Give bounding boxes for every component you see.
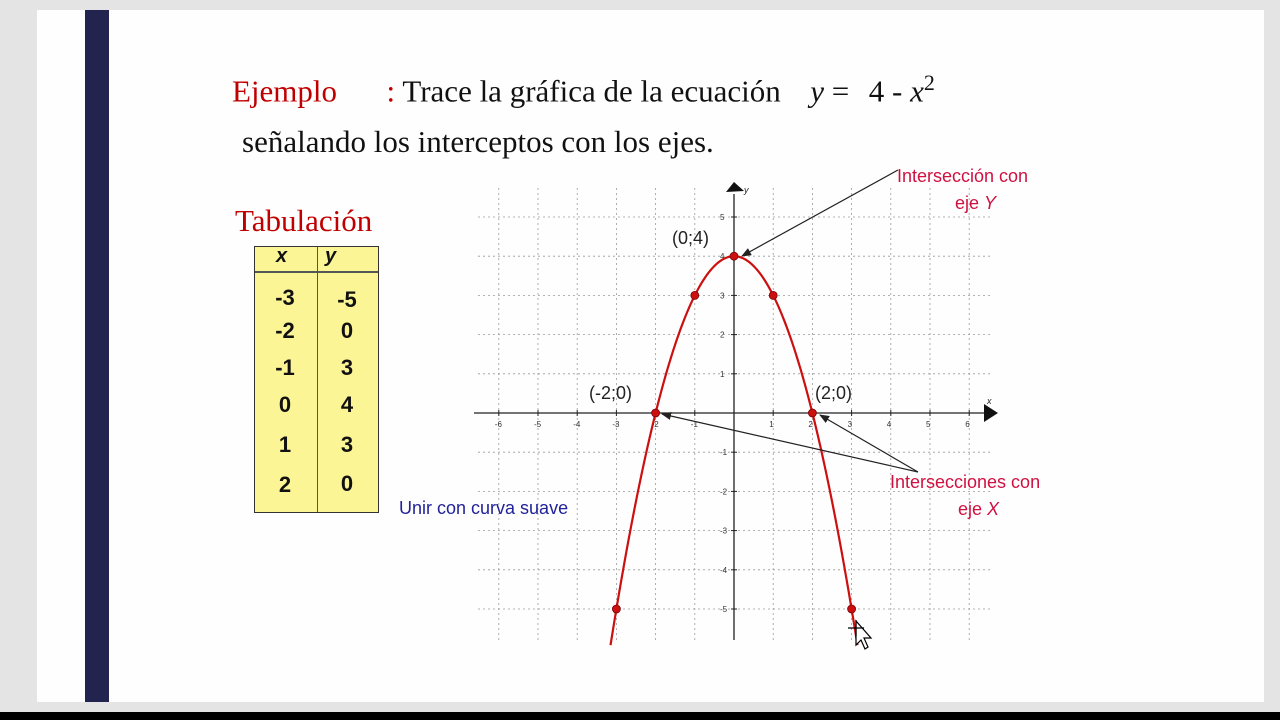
y-intercept-annotation-eje: eje (955, 193, 980, 213)
y-axis-label: y (744, 185, 749, 195)
y-intercept-annotation-axis: Y (984, 193, 997, 213)
table-cell: 0 (340, 318, 354, 343)
x-intercepts-annotation-axis: X (987, 499, 1000, 519)
table-cell: 3 (340, 355, 354, 380)
data-point (652, 409, 660, 417)
x-tick-label: 3 (847, 420, 853, 429)
table-cell: -1 (275, 355, 295, 380)
table-cell: 3 (340, 432, 354, 457)
x-tick-label: -2 (651, 420, 659, 429)
axes (474, 182, 998, 640)
table-header-x: x (276, 245, 288, 267)
x-tick-label: -6 (494, 420, 502, 429)
x-tick-label: -4 (573, 420, 581, 429)
y-tick-label: 3 (720, 291, 725, 301)
table-header-y: y (325, 245, 337, 267)
x-tick-label: 2 (808, 420, 813, 429)
y-tick-label: 4 (720, 252, 725, 262)
y-tick-label: 1 (720, 369, 725, 379)
label-point-m2-0: (-2;0) (589, 383, 633, 403)
y-tick-label: 2 (720, 330, 725, 340)
tabulation-title: Tabulación (235, 203, 373, 238)
y-tick-label: 5 (720, 213, 725, 222)
table-cell: -3 (275, 285, 295, 310)
x-tick-label: 5 (926, 420, 931, 429)
x-tick-label: -1 (690, 420, 698, 429)
smooth-curve-note: Unir con curva suave (399, 498, 569, 518)
y-tick-label: -5 (720, 605, 728, 614)
x-tick-label: 1 (769, 420, 774, 429)
x-intercept-arrow-left (662, 414, 918, 472)
table-cell: 2 (278, 472, 292, 497)
y-intercept-annotation-line1: Intersección con (897, 166, 1029, 186)
table-cell: 4 (340, 392, 354, 417)
example-label: Ejemplo (232, 73, 338, 109)
y-tick-label: -1 (720, 448, 728, 458)
equation-y: y (810, 73, 825, 109)
data-point (730, 252, 738, 260)
table-cell: 0 (278, 392, 292, 417)
table-cell: 0 (340, 471, 354, 496)
x-intercepts-annotation-eje: eje (958, 499, 983, 519)
table-cell: 1 (278, 432, 292, 457)
x-intercepts-annotation-line1: Intersecciones con (890, 472, 1041, 492)
data-point (848, 605, 856, 613)
data-point (691, 291, 699, 299)
x-tick-label: 4 (886, 420, 892, 429)
data-point (769, 291, 777, 299)
x-intercept-arrow-right (820, 415, 918, 472)
table-cell: -2 (275, 318, 295, 343)
y-tick-label: -4 (720, 565, 728, 575)
y-intercept-annotation-line2 (955, 193, 998, 213)
y-intercept-arrow (742, 170, 898, 256)
example-line2: señalando los interceptos con los ejes. (242, 124, 714, 159)
table-cell: -5 (337, 287, 357, 312)
data-point (808, 409, 816, 417)
x-axis-arrow (984, 404, 998, 422)
equation-rhs: 4 - (868, 73, 903, 109)
y-tick-label: -3 (720, 526, 728, 536)
y-axis-arrow (726, 182, 744, 192)
label-point-2-0: (2;0) (815, 383, 853, 403)
x-axis-label: x (987, 396, 992, 406)
data-point (612, 605, 620, 613)
equation-equals: = (831, 73, 850, 109)
x-tick-label: -5 (534, 420, 542, 429)
equation-exponent: 2 (923, 70, 935, 95)
equation-x: x (910, 73, 924, 109)
x-tick-label: 6 (965, 420, 970, 429)
x-tick-label: -3 (612, 420, 620, 429)
example-colon: : (386, 73, 396, 109)
y-tick-label: -2 (720, 487, 728, 497)
label-point-0-4: (0;4) (672, 228, 710, 248)
example-instruction: Trace la gráfica de la ecuación (402, 73, 781, 109)
x-intercepts-annotation-line2 (958, 499, 1000, 519)
